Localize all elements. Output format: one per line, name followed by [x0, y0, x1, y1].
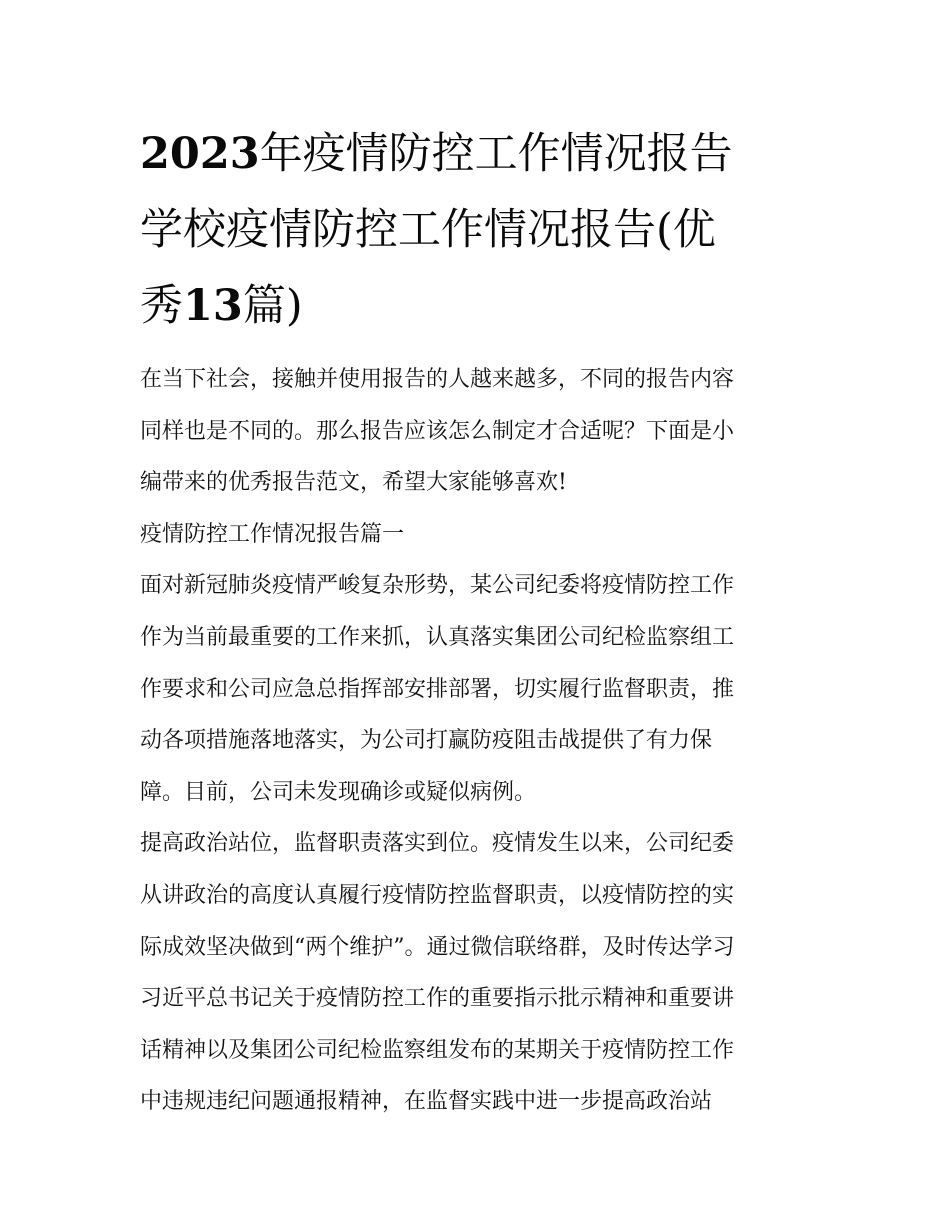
- para1-line-2: 作为当前最重要的工作来抓，认真落实集团公司纪检监察组工: [140, 624, 735, 650]
- para2-line-4: 习近平总书记关于疫情防控工作的重要指示批示精神和重要讲: [140, 986, 735, 1012]
- para1-line-1: 面对新冠肺炎疫情严峻复杂形势，某公司纪委将疫情防控工作: [140, 573, 735, 599]
- section-heading: 疫情防控工作情况报告篇一: [140, 521, 405, 547]
- para2-line-6: 中违规违纪问题通报精神，在监督实践中进一步提高政治站: [140, 1089, 713, 1115]
- title-line3-b: 篇): [242, 281, 303, 331]
- intro-line-3: 编带来的优秀报告范文，希望大家能够喜欢!: [140, 470, 567, 496]
- document-title: [140, 116, 820, 344]
- para1-line-4: 动各项措施落地落实，为公司打赢防疫阻击战提供了有力保: [140, 728, 713, 754]
- para2-line-1: 提高政治站位，监督职责落实到位。疫情发生以来，公司纪委: [140, 831, 735, 857]
- title-year: 2023: [140, 129, 260, 179]
- title-line2: 学校疫情防控工作情况报告(优: [140, 205, 716, 255]
- para1-line-3: 作要求和公司应急总指挥部安排部署，切实履行监督职责，推: [140, 676, 735, 702]
- document-body: [140, 354, 820, 1128]
- para2-line-5: 话精神以及集团公司纪检监察组发布的某期关于疫情防控工作: [140, 1037, 735, 1063]
- title-line1-text: 年疫情防控工作情况报告: [259, 129, 733, 179]
- para1-line-5: 障。目前，公司未发现确诊或疑似病例。: [140, 779, 537, 805]
- title-count: 13: [183, 281, 243, 331]
- intro-line-2: 同样也是不同的。那么报告应该怎么制定才合适呢？下面是小: [140, 418, 735, 444]
- para2-line-3: 际成效坚决做到“两个维护”。通过微信联络群，及时传达学习: [140, 934, 735, 960]
- title-line3-a: 秀: [140, 281, 183, 331]
- para2-line-2: 从讲政治的高度认真履行疫情防控监督职责，以疫情防控的实: [140, 882, 735, 908]
- intro-line-1: 在当下社会，接触并使用报告的人越来越多，不同的报告内容: [140, 367, 735, 392]
